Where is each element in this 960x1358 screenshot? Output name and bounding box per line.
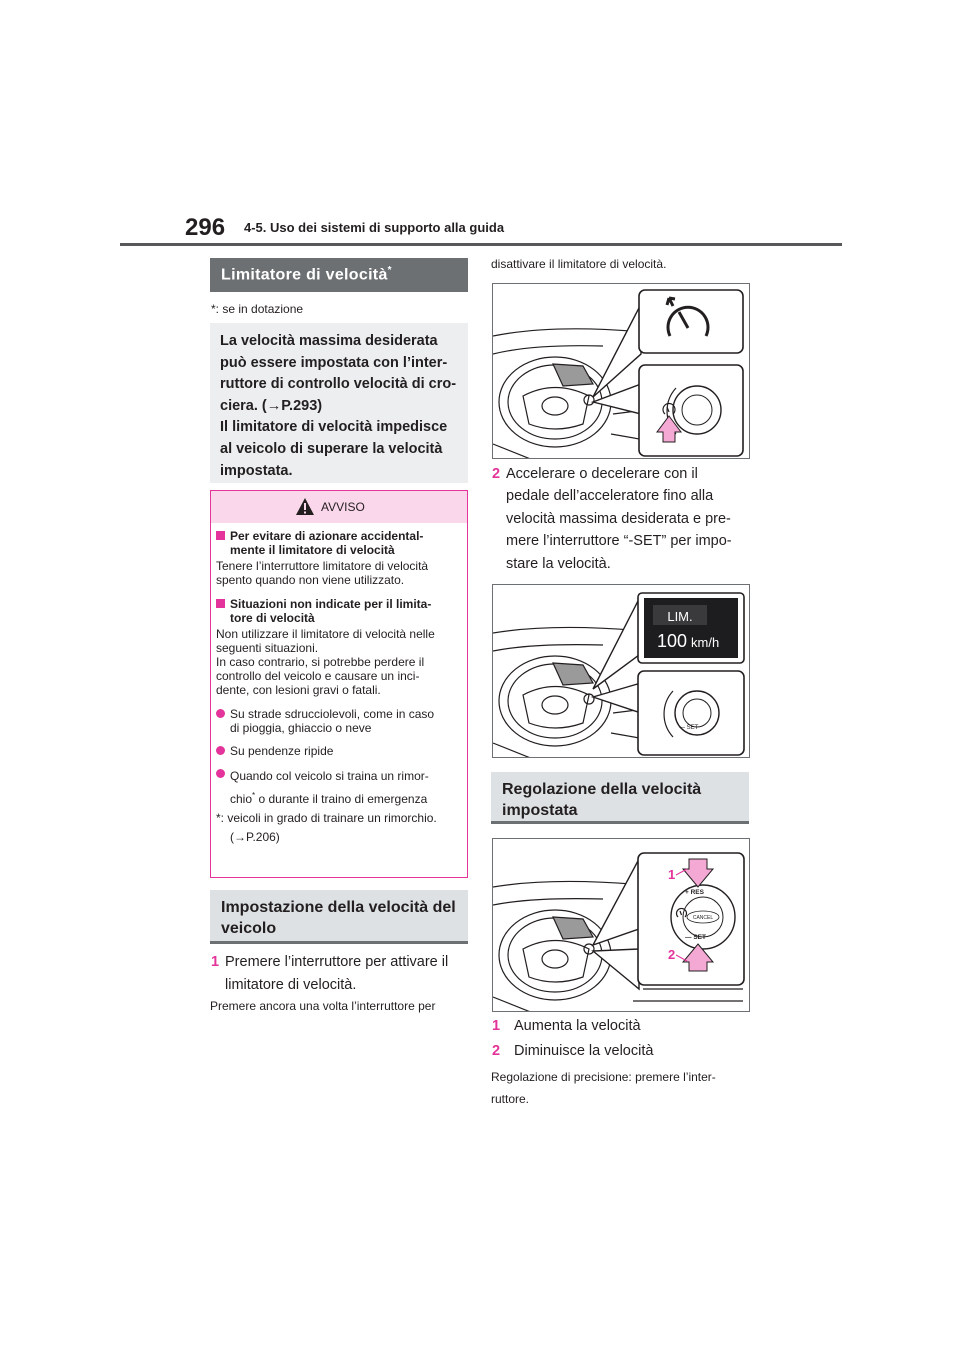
intro-line: ciera. (→P.293) <box>220 397 323 414</box>
warning-bullet-text: o durante il traino di emergenza <box>255 792 428 806</box>
section-title-line: Impostazione della velocità del <box>221 899 456 916</box>
footnote: *: se in dotazione <box>211 302 304 316</box>
callout-1: 1 <box>668 867 676 882</box>
section-title-text: Limitatore di velocità <box>221 266 388 284</box>
steering-wheel-illustration <box>493 284 750 459</box>
warning-bullet <box>216 767 462 847</box>
section-title-speed-limiter <box>210 258 468 292</box>
step-number: 2 <box>492 466 501 482</box>
warning-title: AVVISO <box>321 500 365 514</box>
warning-text-line: seguenti situazioni. <box>216 641 319 655</box>
warning-subtitle-line: Per evitare di azionare accidental- <box>230 529 424 543</box>
intro-line: ruttore di controllo velocità di cro- <box>220 376 457 393</box>
section-title-adjust-speed <box>491 772 749 824</box>
item-1 <box>492 1015 750 1038</box>
intro-box <box>210 323 468 483</box>
warning-text-line: Non utilizzare il limitatore di velocità nelle <box>216 627 435 641</box>
limiter-speed-value: 100 <box>657 631 688 651</box>
warning-footnote: *: veicoli in grado di trainare un rimorchio. <box>216 811 437 825</box>
steering-wheel-illustration <box>493 839 750 1012</box>
section-title-line: veicolo <box>221 920 277 937</box>
step-text-line: mere l’interruttore “-SET” per impo- <box>506 533 732 550</box>
set-switch-label: — SET <box>679 725 699 731</box>
step-text-line: pedale dell’acceleratore fino alla <box>506 488 714 505</box>
step-text <box>211 951 469 997</box>
fine-adjust-note <box>491 1066 716 1110</box>
warning-text-line: Tenere l’interruttore limitatore di velocità <box>216 559 429 573</box>
section-title-line: Regolazione della velocità <box>502 781 702 798</box>
step-text-line: Premere l’interruttore per attivare il <box>225 954 449 970</box>
page-number: 296 <box>185 214 226 241</box>
step-text-line: Accelerare o decelerare con il <box>506 466 698 482</box>
warning-subtitle-line: mente il limitatore di velocità <box>230 543 395 557</box>
figure-switch-on <box>492 283 750 459</box>
chapter-title: 4-5. Uso dei sistemi di supporto alla guida <box>244 220 505 235</box>
header-rule <box>120 243 842 246</box>
fine-adjust-line: ruttore. <box>491 1092 530 1106</box>
warning-text-line: dente, con lesioni gravi o fatali. <box>216 683 381 697</box>
steering-wheel-illustration <box>493 585 750 758</box>
section-title-set-speed <box>210 890 468 944</box>
item-2 <box>492 1040 750 1063</box>
figure-set-speed <box>492 584 750 758</box>
warning-header <box>211 491 467 523</box>
warning-bullet-line: Quando col veicolo si traina un rimor- <box>230 769 429 783</box>
item-text: Diminuisce la velocità <box>514 1043 654 1059</box>
step-text-line: limitatore di velocità. <box>225 977 357 993</box>
step-text-line: stare la velocità. <box>506 555 611 572</box>
intro-line: Il limitatore di velocità impedisce <box>220 419 448 436</box>
warning-bullet-line: chio* o durante il traino di emergenza <box>230 791 428 806</box>
warning-text <box>216 559 462 587</box>
warning-box <box>210 490 468 878</box>
item-number: 1 <box>492 1018 501 1034</box>
warning-bullet-text: chio <box>230 792 253 806</box>
intro-line: La velocità massima desiderata <box>220 333 438 349</box>
warning-triangle-icon <box>295 497 315 516</box>
callout-2: 2 <box>668 947 676 962</box>
section-title-line: impostata <box>502 802 578 819</box>
res-switch-label: + RES <box>685 889 704 896</box>
cancel-switch-label: CANCEL <box>692 915 714 921</box>
warning-bullet-line: Su pendenze ripide <box>230 744 334 758</box>
warning-subtitle <box>216 597 462 625</box>
warning-subtitle-line: tore di velocità <box>230 611 315 625</box>
warning-text-line: spento quando non viene utilizzato. <box>216 573 405 587</box>
step-1 <box>211 951 469 997</box>
warning-text <box>216 627 462 697</box>
step-text <box>492 463 754 575</box>
set-switch-label: — SET <box>685 934 706 941</box>
step-number: 1 <box>211 954 220 970</box>
limiter-speed-unit: km/h <box>691 635 720 650</box>
continued-note: disattivare il limitatore di velocità. <box>491 257 667 271</box>
step-1-note: Premere ancora una volta l’interruttore per <box>210 999 436 1013</box>
warning-bullet-line: di pioggia, ghiaccio o neve <box>230 721 372 735</box>
warning-text-line: In caso contrario, si potrebbe perdere il <box>216 655 425 669</box>
warning-page-ref: (→P.206) <box>230 830 280 844</box>
warning-subtitle <box>216 529 462 557</box>
warning-text-line: controllo del veicolo e causare un inci- <box>216 669 420 683</box>
footnote-marker: * <box>387 265 392 276</box>
figure-adjust-speed <box>492 838 750 1012</box>
fine-adjust-line: Regolazione di precisione: premere l’inter- <box>491 1070 716 1084</box>
warning-bullet-line: Su strade sdrucciolevoli, come in caso <box>230 707 435 721</box>
item-text: Aumenta la velocità <box>514 1018 641 1034</box>
warning-subtitle-line: Situazioni non indicate per il limita- <box>230 597 432 611</box>
item-number: 2 <box>492 1043 501 1059</box>
warning-bullet <box>216 744 462 758</box>
intro-line: può essere impostata con l’inter- <box>220 354 448 371</box>
step-2 <box>492 463 754 575</box>
intro-line: al veicolo di superare la velocità <box>220 440 443 457</box>
limiter-label: LIM. <box>667 609 693 624</box>
intro-line: impostata. <box>220 462 293 479</box>
step-text-line: velocità massima desiderata e pre- <box>506 510 731 527</box>
warning-bullet <box>216 707 462 735</box>
